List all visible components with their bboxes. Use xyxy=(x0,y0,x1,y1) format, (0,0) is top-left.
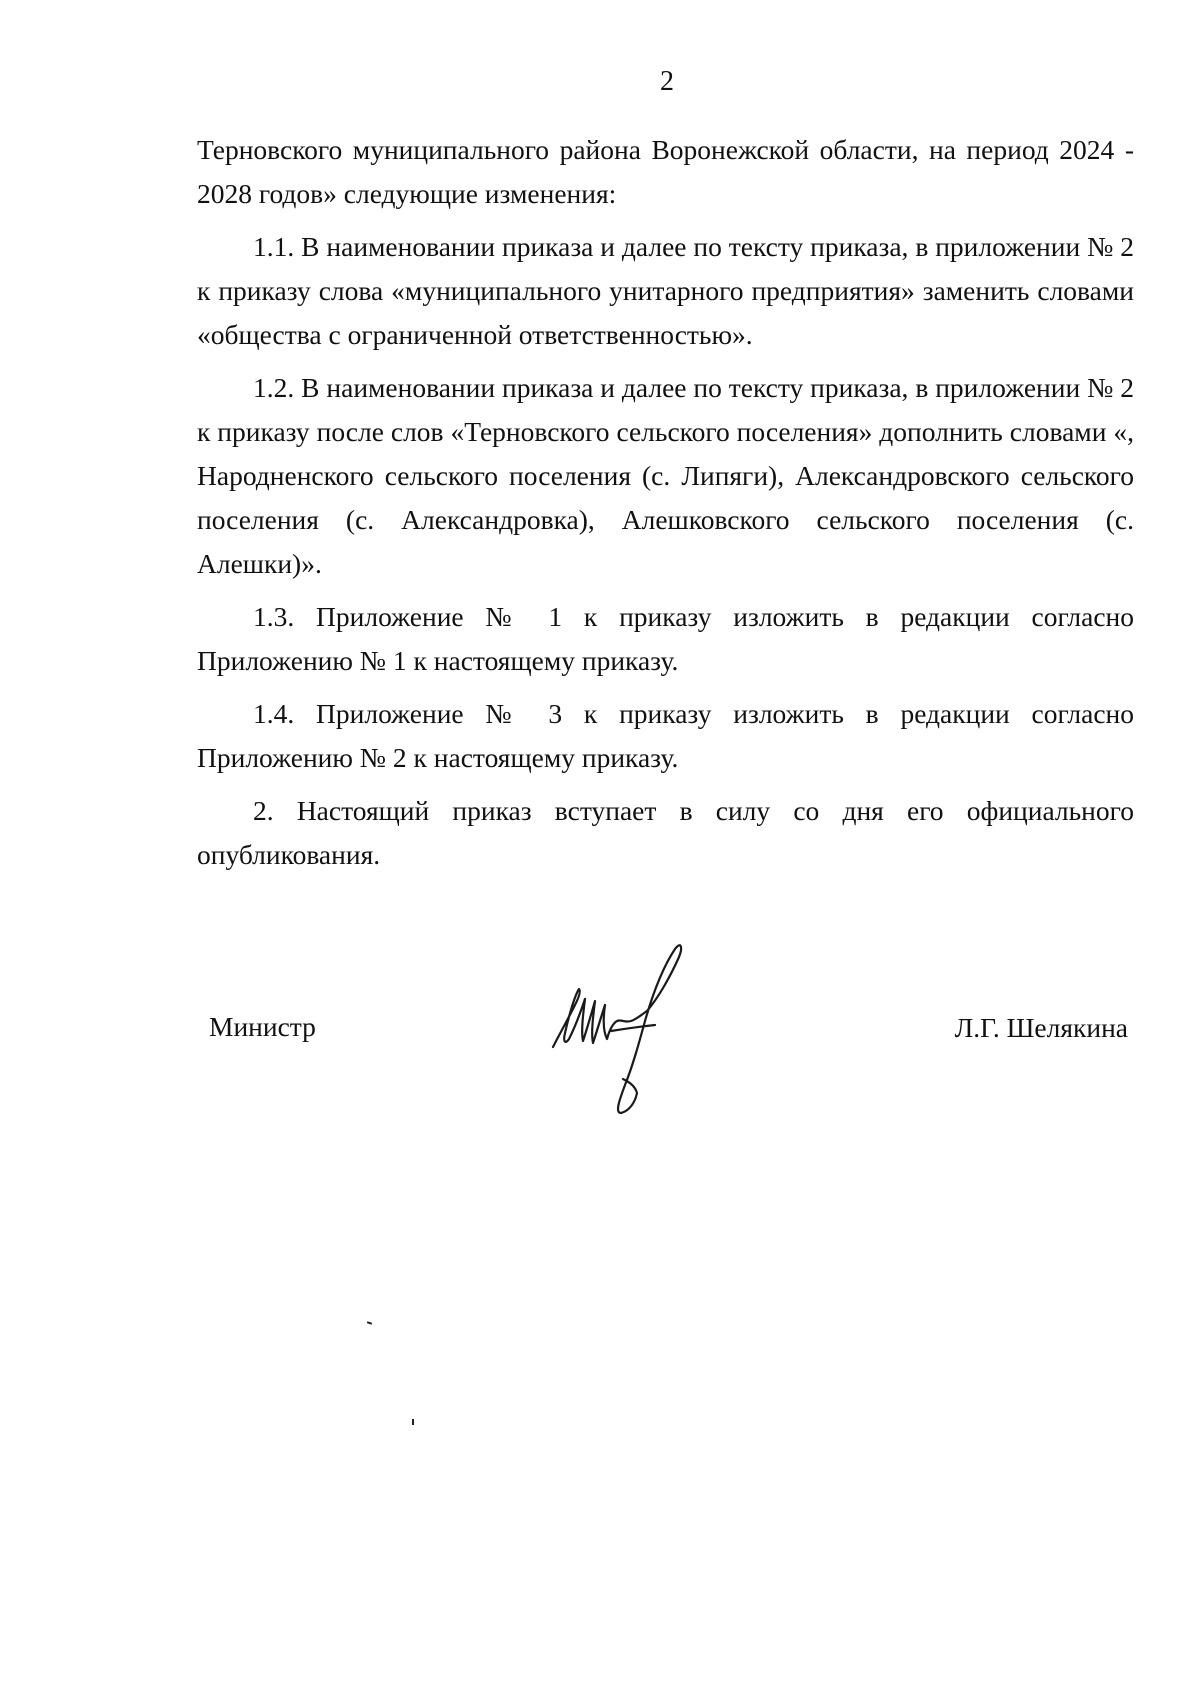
paragraph-item-1-4: 1.4. Приложение № 3 к приказу изложить в редакции согласно Приложению № 2 к настоящему приказу. xyxy=(197,698,1134,773)
scan-speck xyxy=(367,1321,372,1325)
signatory-title: Министр xyxy=(209,1011,316,1042)
paragraph-item-2: 2. Настоящий приказ вступает в силу со дня его официального опубликования. xyxy=(197,795,1134,870)
scan-speck xyxy=(412,1419,414,1425)
signatory-name: Л.Г. Шелякина xyxy=(954,1012,1128,1043)
paragraph-item-1-2: 1.2. В наименовании приказа и далее по тексту приказа, в приложении № 2 к приказу после слов «Терновского сельского поселения» дополнить словами «, Народненского сельского поселения (с. Липяги), Александровского сельского поселения (с. Александровка), Алешковского сельского поселения (с. Алешки)». xyxy=(197,372,1134,579)
paragraph-intro: Терновского муниципального района Воронежской области, на период 2024 - 2028 годов» следующие изменения: xyxy=(197,134,1134,209)
document-body xyxy=(197,128,1134,886)
handwritten-signature xyxy=(545,935,715,1125)
page-number: 2 xyxy=(660,66,674,97)
paragraph-item-1-1: 1.1. В наименовании приказа и далее по тексту приказа, в приложении № 2 к приказу слова «муниципального унитарного предприятия» заменить словами «общества с ограниченной ответственностью». xyxy=(197,231,1134,350)
paragraph-item-1-3: 1.3. Приложение № 1 к приказу изложить в редакции согласно Приложению № 1 к настоящему приказу. xyxy=(197,601,1134,676)
